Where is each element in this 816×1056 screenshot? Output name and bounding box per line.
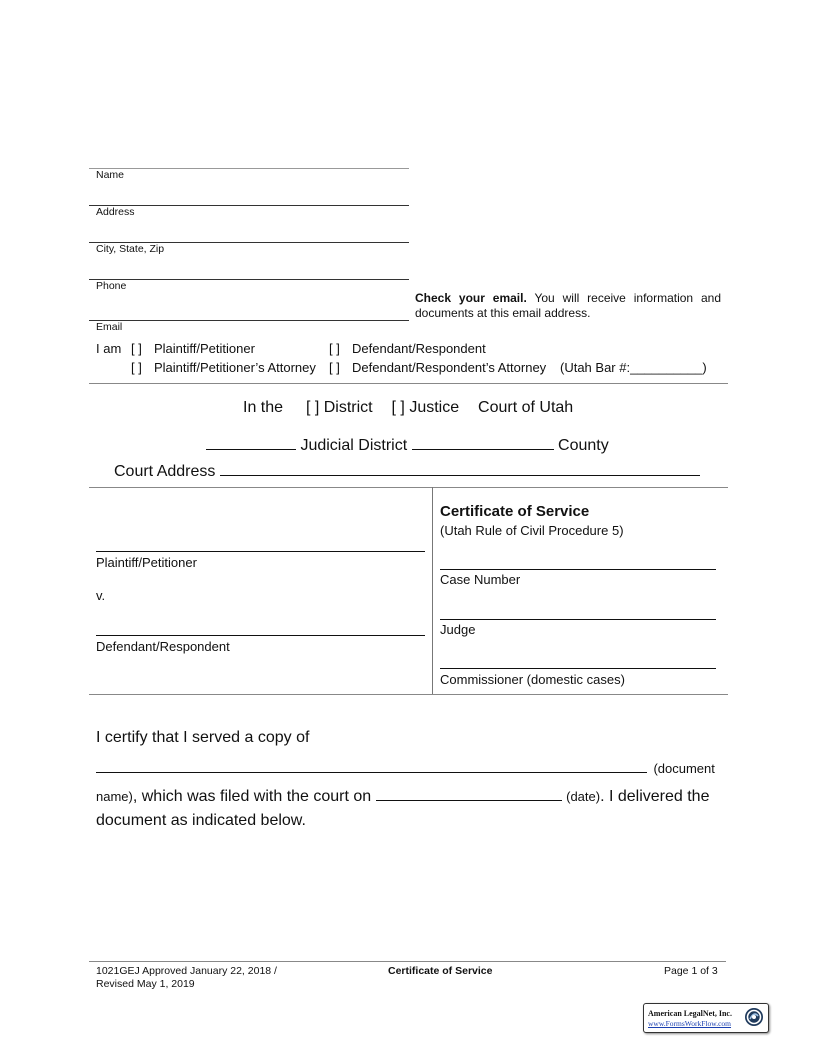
phone-line[interactable]: [89, 320, 409, 321]
option-plaintiff-attorney: Plaintiff/Petitioner’s Attorney: [154, 360, 316, 375]
district-label: District: [323, 399, 373, 416]
name-paren-label: name): [96, 789, 133, 804]
defendant-line[interactable]: [96, 635, 425, 636]
rule-top: [89, 168, 409, 169]
plaintiff-line[interactable]: [96, 551, 425, 552]
email-label: Email: [96, 321, 123, 333]
court-of-utah-label: Court of Utah: [478, 399, 574, 416]
county-blank[interactable]: [412, 434, 554, 450]
rule-header-bottom: [89, 383, 728, 384]
judge-label: Judge: [440, 622, 476, 637]
filed-date-blank[interactable]: [376, 785, 562, 801]
checkbox-district[interactable]: [ ]: [305, 399, 320, 416]
i-am-label: I am: [96, 341, 122, 356]
certify-text: I certify that I served a copy of: [96, 729, 310, 746]
city-label: City, State, Zip: [96, 243, 165, 255]
globe-swirl-icon: [744, 1007, 764, 1027]
logo-url[interactable]: www.FormsWorkFlow.com: [648, 1019, 732, 1028]
option-defendant: Defendant/Respondent: [352, 341, 486, 356]
checkbox-plaintiff[interactable]: [ ]: [131, 341, 142, 356]
commissioner-label: Commissioner (domestic cases): [440, 672, 625, 687]
delivered-text: . I delivered the: [600, 788, 710, 805]
checkbox-plaintiff-attorney[interactable]: [ ]: [131, 360, 142, 375]
phone-label: Phone: [96, 280, 127, 292]
option-plaintiff: Plaintiff/Petitioner: [154, 341, 255, 356]
email-notice-text: You will receive information and documents at this email address.: [415, 291, 721, 320]
address-label: Address: [96, 206, 135, 218]
judicial-district-label: Judicial District: [300, 437, 408, 454]
judicial-district-blank[interactable]: [206, 434, 296, 450]
email-notice-bold: Check your email.: [415, 291, 527, 305]
district-county-line: [206, 434, 609, 455]
case-number-label: Case Number: [440, 572, 521, 587]
bar-number-field[interactable]: (Utah Bar #:__________): [560, 360, 707, 375]
caption-divider: [432, 487, 433, 694]
filed-text: , which was filed with the court on: [132, 788, 372, 805]
defendant-label: Defendant/Respondent: [96, 639, 230, 654]
checkbox-justice[interactable]: [ ]: [391, 399, 405, 416]
revised-date: Revised May 1, 2019: [96, 978, 195, 990]
page-number: Page 1 of 3: [664, 965, 718, 977]
filed-line: [96, 785, 709, 806]
court-address-label: Court Address: [114, 463, 216, 480]
case-number-line[interactable]: [440, 569, 716, 570]
commissioner-line[interactable]: [440, 668, 716, 669]
city-line[interactable]: [89, 279, 409, 280]
document-label: (document: [653, 761, 715, 776]
checkbox-defendant-attorney[interactable]: [ ]: [329, 360, 340, 375]
justice-label: Justice: [409, 399, 460, 416]
indicated-text: document as indicated below.: [96, 812, 306, 829]
date-label: (date): [566, 789, 601, 804]
footer-title: Certificate of Service: [388, 965, 493, 977]
court-address-blank[interactable]: [220, 460, 700, 476]
american-legalnet-logo[interactable]: [643, 1003, 769, 1033]
checkbox-defendant[interactable]: [ ]: [329, 341, 340, 356]
document-name-line: [96, 757, 721, 778]
court-address-line: [114, 460, 700, 481]
document-subtitle: (Utah Rule of Civil Procedure 5): [440, 523, 624, 538]
form-id: 1021GEJ Approved January 22, 2018 /: [96, 965, 277, 977]
judge-line[interactable]: [440, 619, 716, 620]
county-label: County: [558, 437, 609, 454]
caption-top-rule: [89, 487, 728, 488]
document-name-blank[interactable]: [96, 757, 647, 773]
footer-rule: [89, 961, 726, 962]
versus-label: v.: [96, 588, 106, 603]
plaintiff-label: Plaintiff/Petitioner: [96, 555, 197, 570]
court-line: [243, 399, 573, 417]
caption-bottom-rule: [89, 694, 728, 695]
email-notice: [415, 291, 721, 321]
name-line[interactable]: [89, 205, 409, 206]
name-label: Name: [96, 169, 125, 181]
document-title: Certificate of Service: [440, 503, 590, 520]
logo-company: American LegalNet, Inc.: [648, 1009, 732, 1018]
option-defendant-attorney: Defendant/Respondent’s Attorney: [352, 360, 547, 375]
in-the-label: In the: [243, 399, 284, 416]
